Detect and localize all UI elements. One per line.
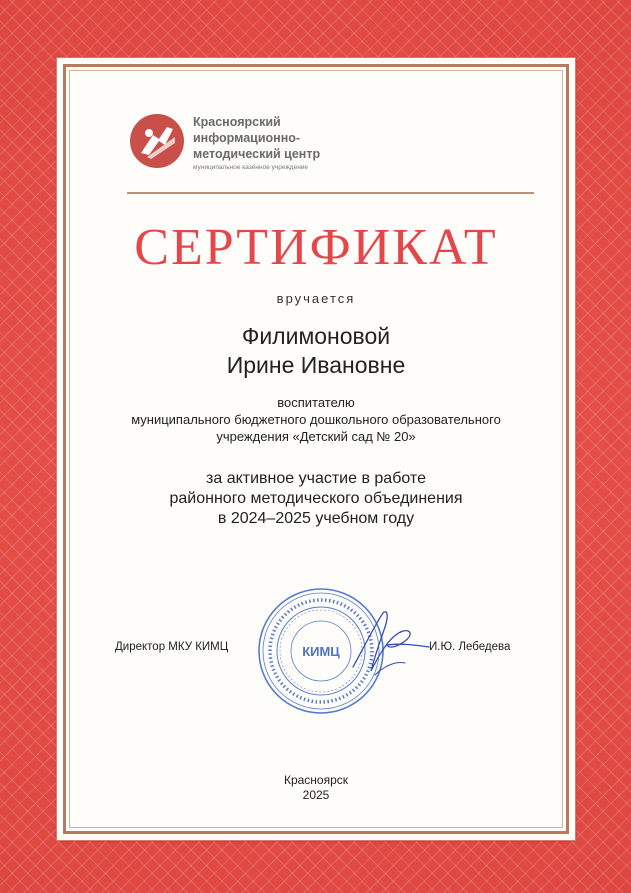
footer-city: Красноярск [283, 773, 349, 787]
organization-name-line: информационно- [193, 131, 301, 145]
organization-subtitle: муниципальное казённое учреждение [193, 164, 309, 171]
recipient-name-line: Филимоновой [241, 323, 391, 349]
reason-line: районного методического объединения [169, 490, 463, 507]
handwritten-signature-icon [345, 605, 435, 681]
recipient-name [57, 322, 575, 380]
signer-title: Директор МКУ КИМЦ [115, 641, 229, 653]
organization-logo-icon [129, 113, 185, 169]
footer-location [57, 773, 575, 803]
position-line: муниципального бюджетного дошкольного образовательного [131, 412, 501, 427]
awarded-label: вручается [276, 291, 356, 306]
award-reason [57, 469, 575, 529]
signer-name: И.Ю. Лебедева [429, 641, 511, 653]
organization-block [193, 114, 320, 171]
position-line: учреждения «Детский сад № 20» [216, 429, 416, 444]
organization-name-line: методический центр [193, 147, 321, 161]
organization-name-line: Красноярский [193, 115, 281, 129]
reason-line: за активное участие в работе [206, 470, 426, 487]
inner-border [63, 64, 569, 834]
reason-line: в 2024–2025 учебном году [217, 510, 415, 527]
header-divider [127, 192, 534, 194]
recipient-position [57, 394, 575, 445]
certificate-sheet [57, 58, 575, 840]
footer-year: 2025 [302, 788, 330, 802]
certificate-title: СЕРТИФИКАТ [134, 219, 498, 276]
position-line: воспитателю [277, 395, 355, 410]
recipient-name-line: Ирине Ивановне [226, 352, 406, 378]
stamp-center-text: КИМЦ [302, 644, 340, 659]
